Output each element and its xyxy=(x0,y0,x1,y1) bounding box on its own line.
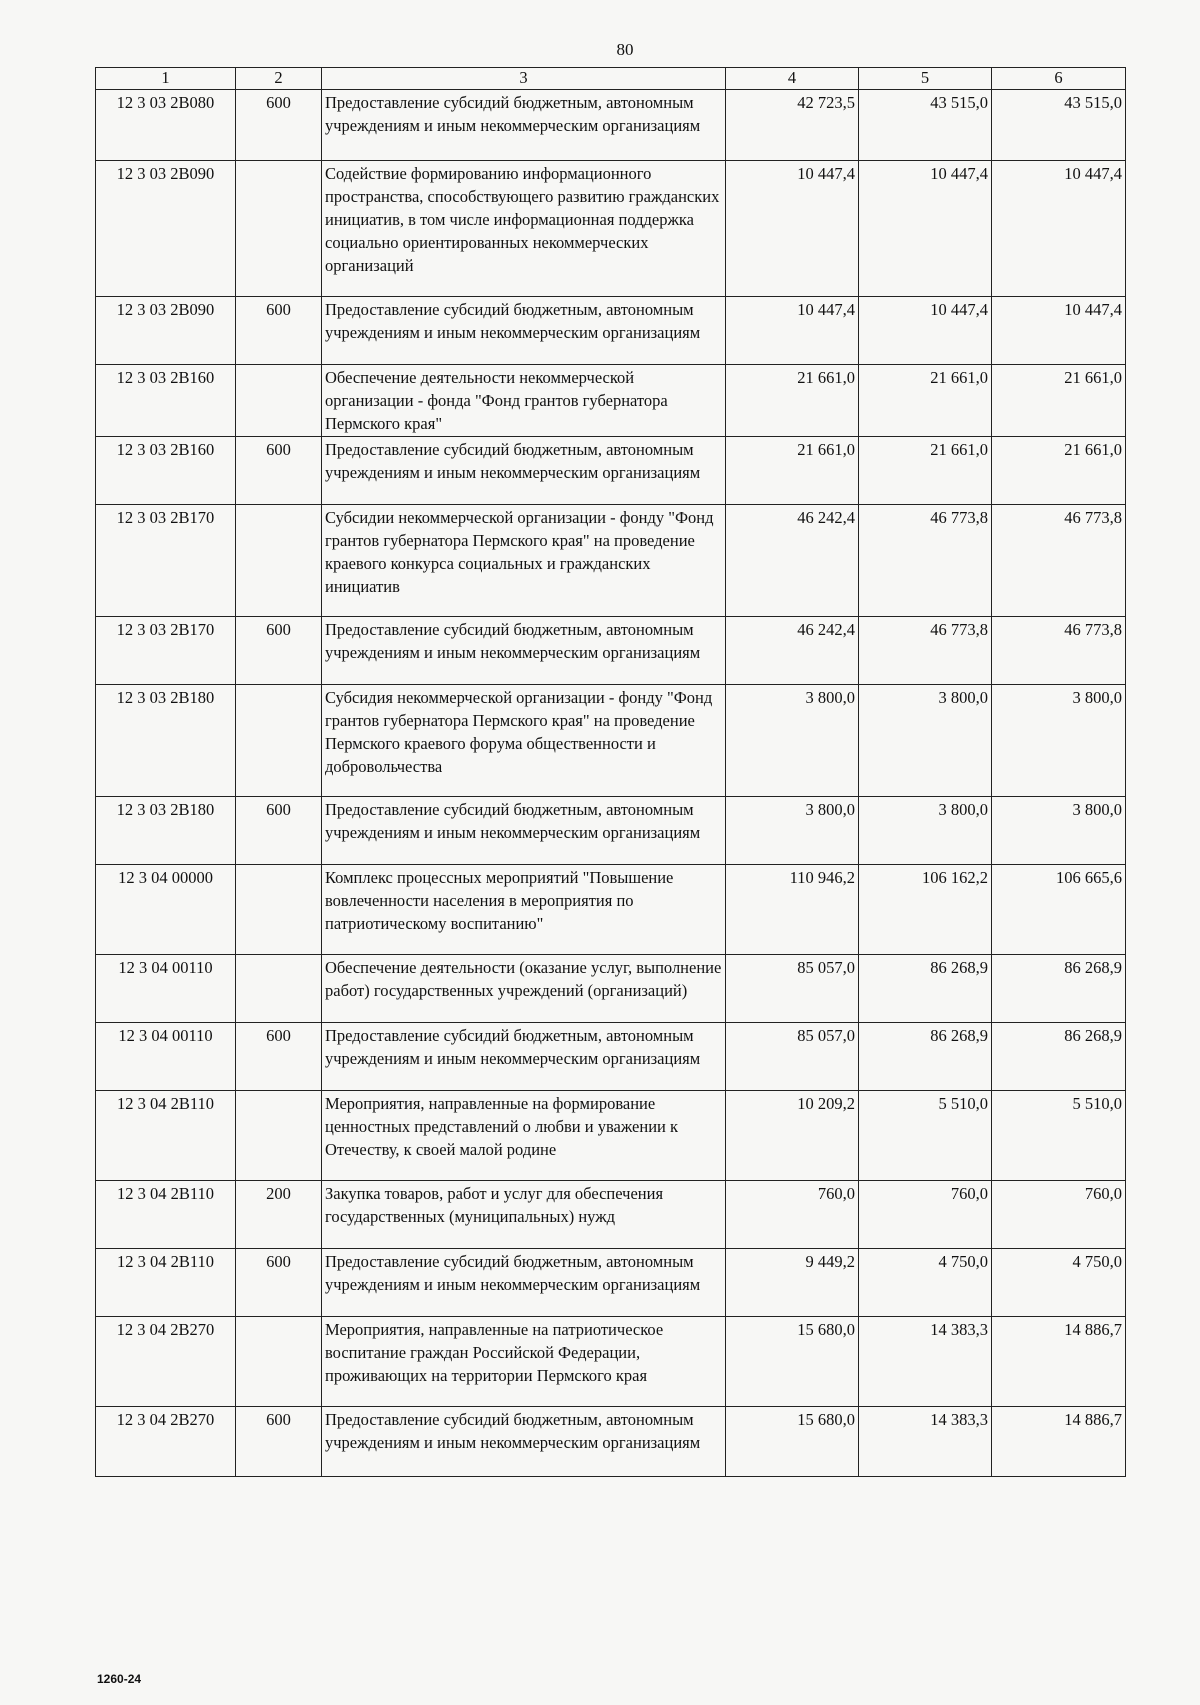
cell-code: 12 3 03 2B090 xyxy=(96,161,236,297)
cell-expense-type: 600 xyxy=(236,1023,322,1091)
table-row xyxy=(96,797,1126,865)
cell-expense-type: 600 xyxy=(236,437,322,505)
cell-value-year-2: 43 515,0 xyxy=(859,90,992,161)
cell-code: 12 3 04 2B110 xyxy=(96,1091,236,1181)
cell-value-year-1: 46 242,4 xyxy=(726,617,859,685)
cell-expense-type xyxy=(236,161,322,297)
cell-value-year-3: 3 800,0 xyxy=(992,685,1126,797)
table-row xyxy=(96,685,1126,797)
cell-value-year-2: 46 773,8 xyxy=(859,617,992,685)
cell-description: Предоставление субсидий бюджетным, автономным учреждениям и иным некоммерческим организациям xyxy=(322,1407,726,1477)
cell-value-year-1: 3 800,0 xyxy=(726,685,859,797)
cell-value-year-1: 85 057,0 xyxy=(726,955,859,1023)
cell-code: 12 3 04 2B110 xyxy=(96,1181,236,1249)
cell-description: Содействие формированию информационного пространства, способствующего развитию гражданских инициатив, в том числе информационная поддержка социально ориентированных некоммерческих организаций xyxy=(322,161,726,297)
cell-description: Предоставление субсидий бюджетным, автономным учреждениям и иным некоммерческим организациям xyxy=(322,437,726,505)
cell-value-year-3: 10 447,4 xyxy=(992,297,1126,365)
cell-code: 12 3 03 2B170 xyxy=(96,617,236,685)
cell-value-year-1: 10 447,4 xyxy=(726,297,859,365)
cell-code: 12 3 03 2B080 xyxy=(96,90,236,161)
cell-description: Предоставление субсидий бюджетным, автономным учреждениям и иным некоммерческим организациям xyxy=(322,1249,726,1317)
cell-code: 12 3 04 00110 xyxy=(96,955,236,1023)
cell-value-year-2: 3 800,0 xyxy=(859,797,992,865)
table-row xyxy=(96,1023,1126,1091)
cell-value-year-3: 106 665,6 xyxy=(992,865,1126,955)
cell-description: Предоставление субсидий бюджетным, автономным учреждениям и иным некоммерческим организациям xyxy=(322,1023,726,1091)
cell-code: 12 3 03 2B160 xyxy=(96,365,236,437)
cell-description: Мероприятия, направленные на формирование ценностных представлений о любви и уважении к Отечеству, к своей малой родине xyxy=(322,1091,726,1181)
cell-value-year-2: 4 750,0 xyxy=(859,1249,992,1317)
cell-code: 12 3 03 2B180 xyxy=(96,797,236,865)
cell-value-year-1: 85 057,0 xyxy=(726,1023,859,1091)
cell-description: Предоставление субсидий бюджетным, автономным учреждениям и иным некоммерческим организациям xyxy=(322,90,726,161)
budget-table xyxy=(95,67,1126,1477)
cell-value-year-3: 760,0 xyxy=(992,1181,1126,1249)
cell-description: Закупка товаров, работ и услуг для обеспечения государственных (муниципальных) нужд xyxy=(322,1181,726,1249)
cell-code: 12 3 03 2B170 xyxy=(96,505,236,617)
document-code: 1260-24 xyxy=(97,1672,142,1686)
cell-value-year-3: 46 773,8 xyxy=(992,505,1126,617)
table-row xyxy=(96,297,1126,365)
cell-expense-type: 600 xyxy=(236,297,322,365)
cell-value-year-1: 15 680,0 xyxy=(726,1317,859,1407)
cell-value-year-1: 3 800,0 xyxy=(726,797,859,865)
cell-value-year-2: 86 268,9 xyxy=(859,955,992,1023)
cell-value-year-1: 46 242,4 xyxy=(726,505,859,617)
table-row xyxy=(96,865,1126,955)
cell-code: 12 3 04 00110 xyxy=(96,1023,236,1091)
cell-value-year-1: 42 723,5 xyxy=(726,90,859,161)
table-row xyxy=(96,1181,1126,1249)
cell-value-year-3: 43 515,0 xyxy=(992,90,1126,161)
cell-expense-type: 600 xyxy=(236,617,322,685)
cell-code: 12 3 03 2B180 xyxy=(96,685,236,797)
cell-value-year-3: 21 661,0 xyxy=(992,437,1126,505)
cell-expense-type: 600 xyxy=(236,1407,322,1477)
table-row xyxy=(96,90,1126,161)
cell-code: 12 3 04 2B270 xyxy=(96,1407,236,1477)
cell-value-year-3: 4 750,0 xyxy=(992,1249,1126,1317)
cell-value-year-2: 3 800,0 xyxy=(859,685,992,797)
cell-expense-type xyxy=(236,1317,322,1407)
column-header: 2 xyxy=(236,68,322,90)
column-header: 6 xyxy=(992,68,1126,90)
cell-code: 12 3 03 2B160 xyxy=(96,437,236,505)
page-number: 80 xyxy=(616,40,634,59)
cell-value-year-2: 86 268,9 xyxy=(859,1023,992,1091)
cell-value-year-1: 10 209,2 xyxy=(726,1091,859,1181)
table-body xyxy=(96,90,1126,1477)
cell-code: 12 3 04 2B110 xyxy=(96,1249,236,1317)
cell-value-year-1: 15 680,0 xyxy=(726,1407,859,1477)
cell-expense-type: 200 xyxy=(236,1181,322,1249)
column-header: 3 xyxy=(322,68,726,90)
cell-value-year-1: 21 661,0 xyxy=(726,365,859,437)
cell-expense-type xyxy=(236,1091,322,1181)
table-row xyxy=(96,365,1126,437)
column-header: 5 xyxy=(859,68,992,90)
cell-code: 12 3 03 2B090 xyxy=(96,297,236,365)
cell-value-year-2: 5 510,0 xyxy=(859,1091,992,1181)
cell-description: Обеспечение деятельности (оказание услуг, выполнение работ) государственных учреждений (организаций) xyxy=(322,955,726,1023)
cell-expense-type: 600 xyxy=(236,1249,322,1317)
table-row xyxy=(96,1317,1126,1407)
cell-code: 12 3 04 00000 xyxy=(96,865,236,955)
cell-expense-type xyxy=(236,685,322,797)
cell-expense-type xyxy=(236,505,322,617)
cell-value-year-3: 46 773,8 xyxy=(992,617,1126,685)
cell-value-year-2: 14 383,3 xyxy=(859,1317,992,1407)
cell-code: 12 3 04 2B270 xyxy=(96,1317,236,1407)
cell-description: Комплекс процессных мероприятий "Повышение вовлеченности населения в мероприятия по патриотическому воспитанию" xyxy=(322,865,726,955)
cell-description: Субсидии некоммерческой организации - фонду "Фонд грантов губернатора Пермского края" на проведение краевого конкурса социальных и гражданских инициатив xyxy=(322,505,726,617)
cell-value-year-2: 760,0 xyxy=(859,1181,992,1249)
table-row xyxy=(96,161,1126,297)
table-row xyxy=(96,1407,1126,1477)
cell-value-year-3: 21 661,0 xyxy=(992,365,1126,437)
cell-value-year-1: 21 661,0 xyxy=(726,437,859,505)
cell-expense-type xyxy=(236,365,322,437)
cell-value-year-3: 14 886,7 xyxy=(992,1407,1126,1477)
cell-expense-type: 600 xyxy=(236,797,322,865)
header-row xyxy=(96,68,1126,90)
cell-description: Предоставление субсидий бюджетным, автономным учреждениям и иным некоммерческим организациям xyxy=(322,297,726,365)
cell-expense-type xyxy=(236,955,322,1023)
cell-value-year-3: 86 268,9 xyxy=(992,1023,1126,1091)
cell-value-year-2: 14 383,3 xyxy=(859,1407,992,1477)
table-row xyxy=(96,1249,1126,1317)
cell-expense-type: 600 xyxy=(236,90,322,161)
cell-value-year-1: 760,0 xyxy=(726,1181,859,1249)
cell-value-year-2: 46 773,8 xyxy=(859,505,992,617)
cell-description: Мероприятия, направленные на патриотическое воспитание граждан Российской Федерации, проживающих на территории Пермского края xyxy=(322,1317,726,1407)
cell-value-year-3: 5 510,0 xyxy=(992,1091,1126,1181)
table-row xyxy=(96,505,1126,617)
cell-value-year-3: 14 886,7 xyxy=(992,1317,1126,1407)
cell-value-year-2: 21 661,0 xyxy=(859,437,992,505)
column-header: 4 xyxy=(726,68,859,90)
cell-description: Обеспечение деятельности некоммерческой организации - фонда "Фонд грантов губернатора Пермского края" xyxy=(322,365,726,437)
table-row xyxy=(96,437,1126,505)
cell-value-year-3: 3 800,0 xyxy=(992,797,1126,865)
cell-value-year-2: 10 447,4 xyxy=(859,297,992,365)
cell-value-year-1: 110 946,2 xyxy=(726,865,859,955)
cell-expense-type xyxy=(236,865,322,955)
cell-description: Предоставление субсидий бюджетным, автономным учреждениям и иным некоммерческим организациям xyxy=(322,797,726,865)
cell-value-year-1: 10 447,4 xyxy=(726,161,859,297)
cell-value-year-3: 10 447,4 xyxy=(992,161,1126,297)
cell-value-year-2: 21 661,0 xyxy=(859,365,992,437)
table-row xyxy=(96,955,1126,1023)
cell-description: Предоставление субсидий бюджетным, автономным учреждениям и иным некоммерческим организациям xyxy=(322,617,726,685)
cell-value-year-2: 10 447,4 xyxy=(859,161,992,297)
cell-value-year-3: 86 268,9 xyxy=(992,955,1126,1023)
cell-value-year-2: 106 162,2 xyxy=(859,865,992,955)
column-header: 1 xyxy=(96,68,236,90)
table-row xyxy=(96,1091,1126,1181)
cell-value-year-1: 9 449,2 xyxy=(726,1249,859,1317)
table-row xyxy=(96,617,1126,685)
cell-description: Субсидия некоммерческой организации - фонду "Фонд грантов губернатора Пермского края" на проведение Пермского краевого форума общественности и добровольчества xyxy=(322,685,726,797)
